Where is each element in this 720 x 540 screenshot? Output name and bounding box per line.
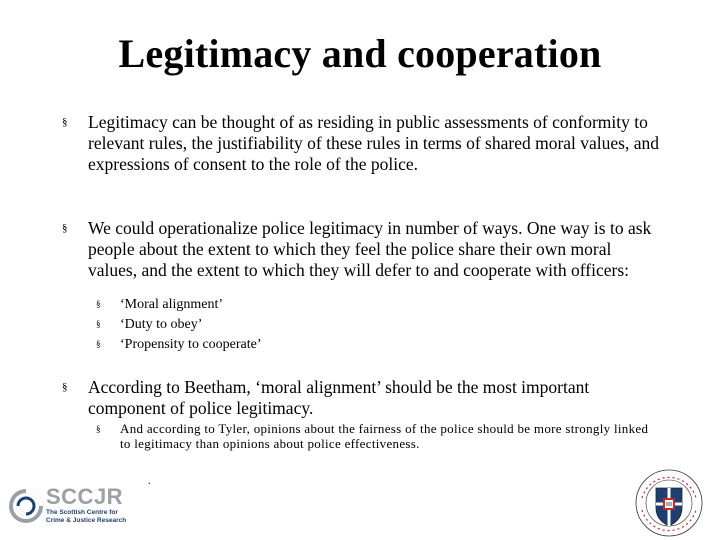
sub-bullet-text: ‘Duty to obey’: [120, 317, 203, 332]
sub-bullet-text: ‘Moral alignment’: [120, 297, 224, 312]
sub-bullet-marker: §: [96, 319, 101, 329]
bullet-legitimacy-definition: [62, 112, 662, 175]
sccjr-swirl-icon: [8, 486, 44, 526]
sub-bullet-marker: §: [96, 299, 101, 309]
stray-dot: .: [148, 476, 151, 487]
bullet-text: Legitimacy can be thought of as residing in public assessments of conformity to relevant rules, the justifiability of these rules in terms of shared moral values, and expressions of consent to the role of the police.: [88, 112, 660, 174]
bullet-text: We could operationalize police legitimacy in number of ways. One way is to ask people about the extent to which they feel the police share their own moral values, and the extent to which they will defer to and cooperate with officers:: [88, 218, 652, 280]
bullet-marker: §: [62, 381, 68, 393]
slide-title: Legitimacy and cooperation: [118, 31, 602, 76]
bullet-beetham: [62, 377, 662, 419]
sccjr-logo-line1: The Scottish Centre for: [46, 509, 118, 516]
sccjr-logo-line2: Crime & Justice Research: [46, 517, 127, 524]
sub-bullet-tyler: [96, 421, 656, 451]
sub-bullet-text: ‘Propensity to cooperate’: [120, 337, 262, 352]
sub-bullet-text: And according to Tyler, opinions about the fairness of the police should be more strongly linked to legitimacy than opinions about police effectiveness.: [120, 421, 649, 451]
sub-bullet-propensity: [96, 335, 656, 355]
sccjr-logo: [8, 484, 143, 526]
bullet-operationalize: [62, 218, 662, 281]
bullet-marker: §: [62, 222, 68, 234]
bullet-text: According to Beetham, ‘moral alignment’ should be the most important component of police legitimacy.: [88, 377, 590, 418]
sub-bullet-marker: §: [96, 424, 101, 434]
sub-bullet-duty-to-obey: [96, 315, 656, 335]
sub-bullet-moral-alignment: [96, 295, 656, 315]
sub-bullet-marker: §: [96, 339, 101, 349]
bullet-marker: §: [62, 116, 68, 128]
university-crest-icon: [632, 468, 706, 538]
sccjr-logo-name: SCCJR: [46, 484, 124, 509]
